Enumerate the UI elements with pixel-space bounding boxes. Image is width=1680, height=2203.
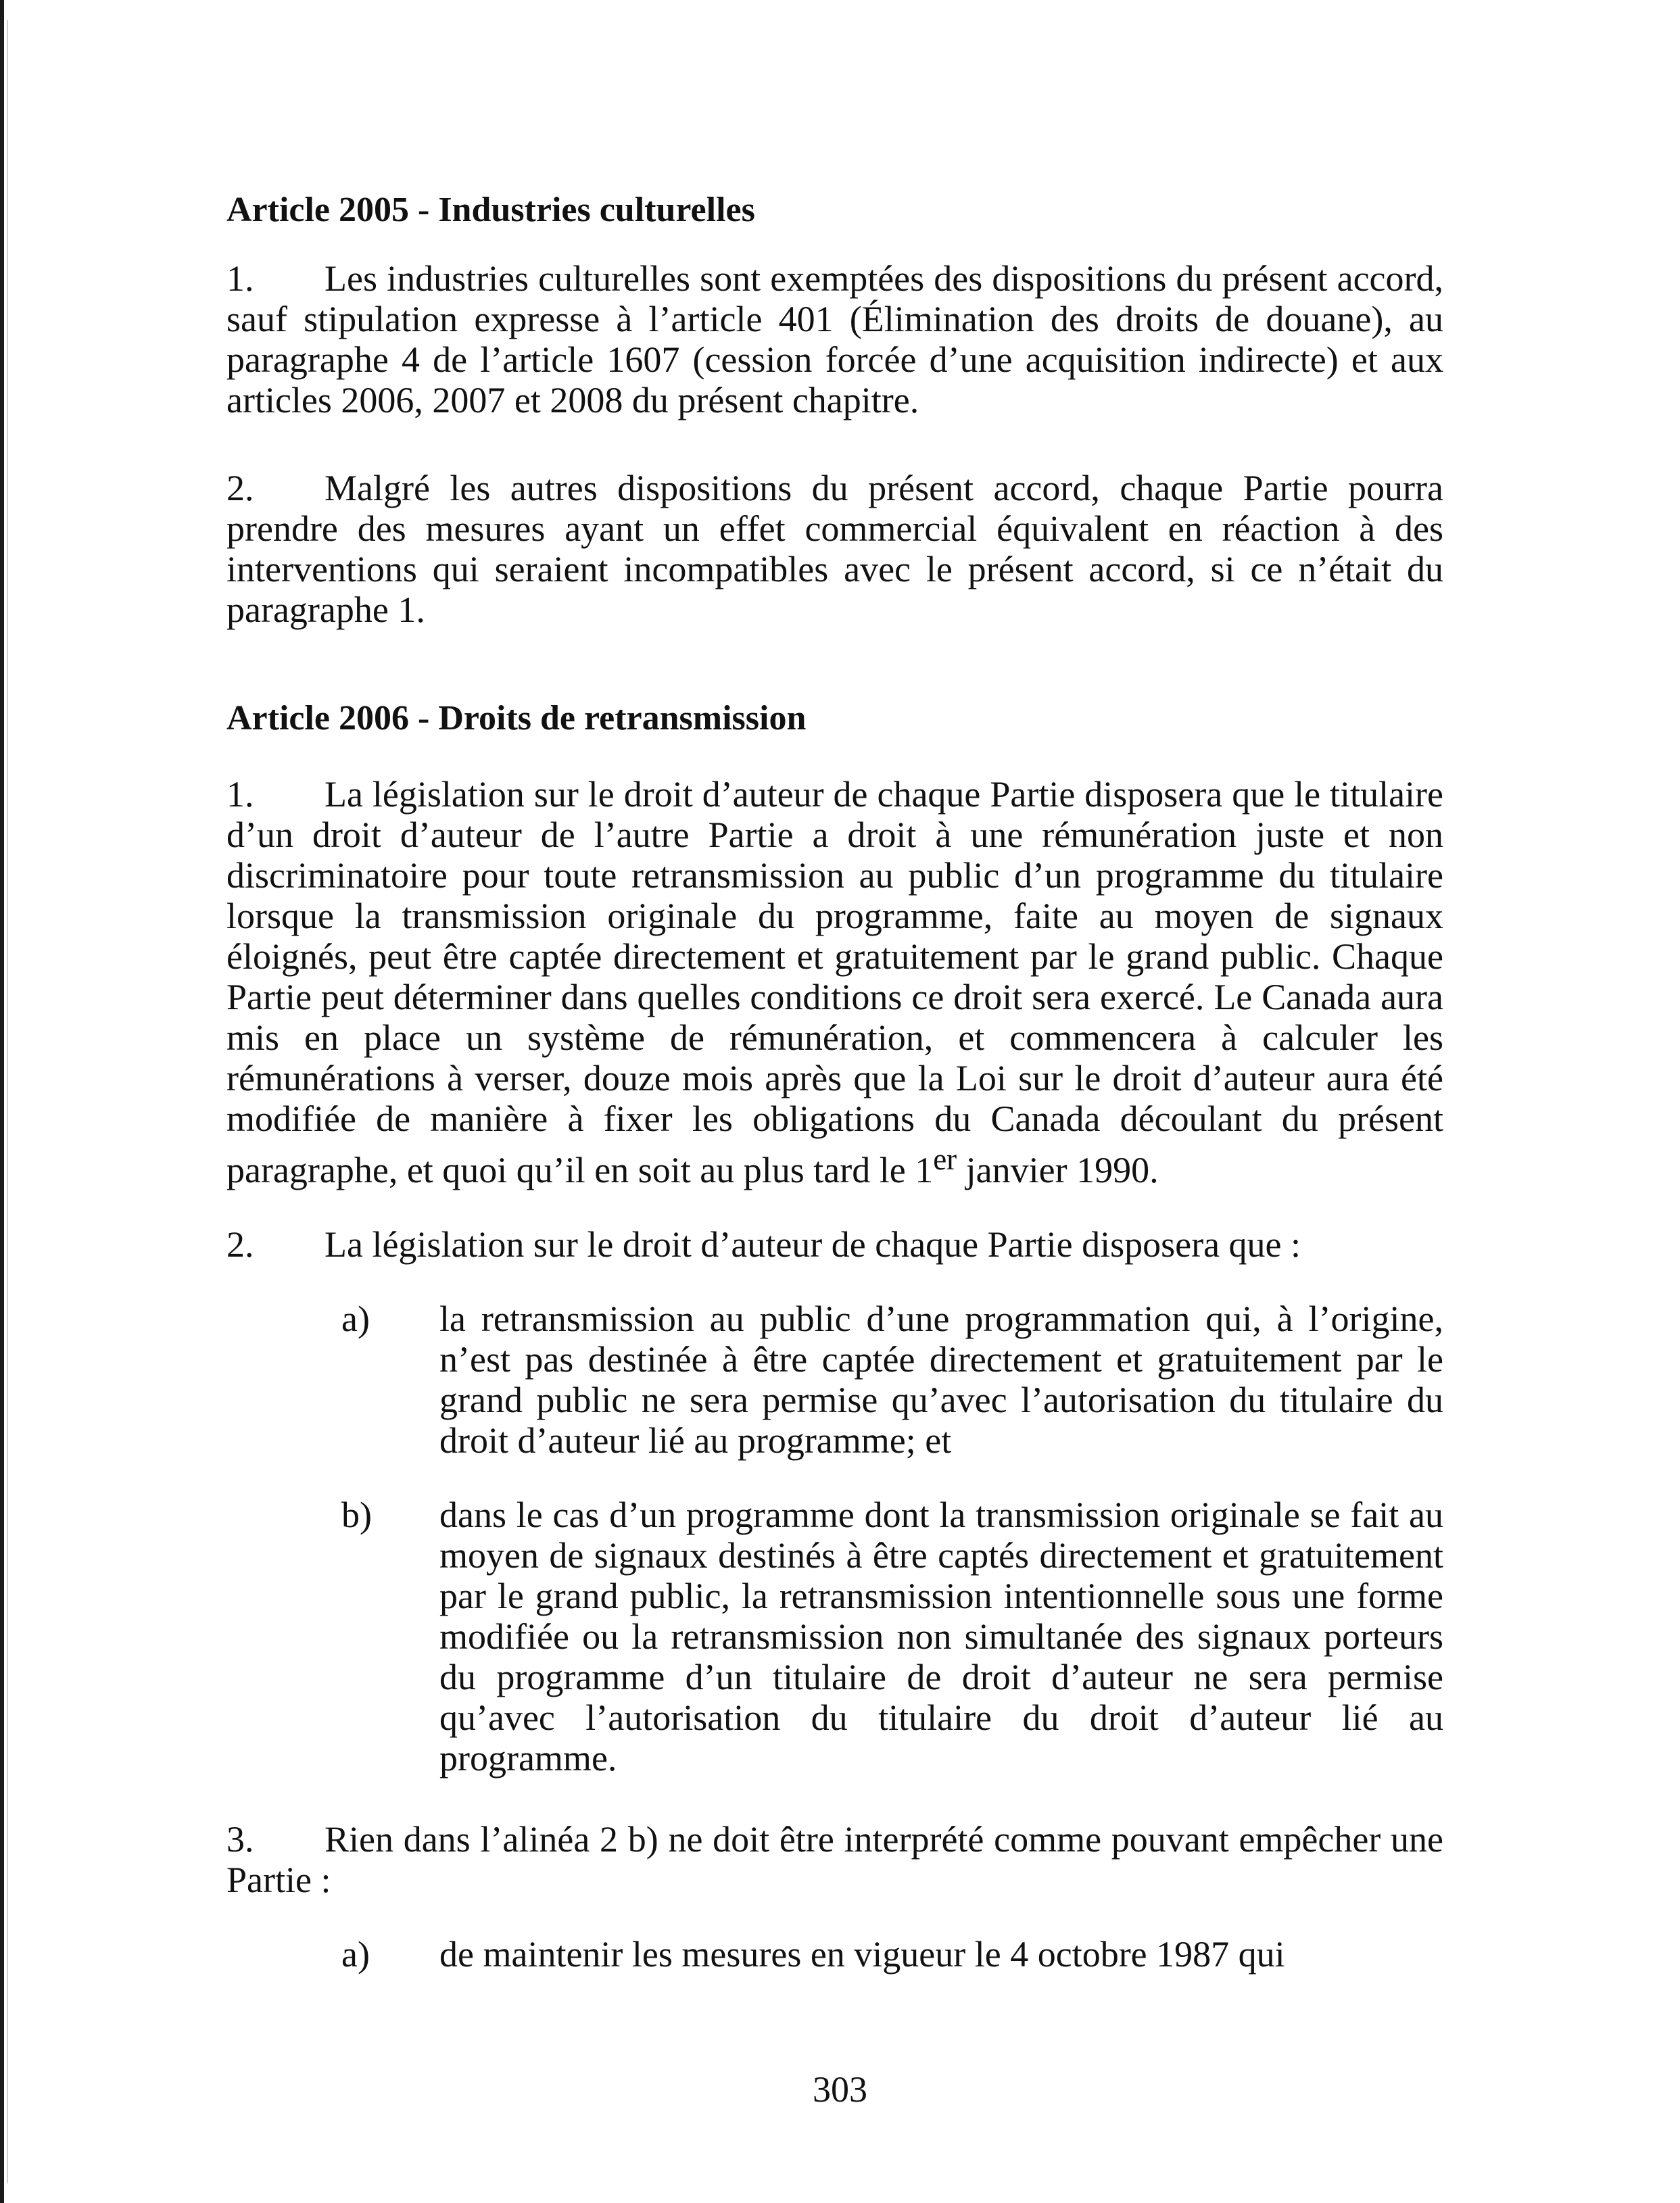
item-letter: a): [341, 1298, 370, 1339]
paragraph-number: 3.: [226, 1818, 254, 1860]
paragraph-text: Les industries culturelles sont exemptées des dispositions du présent accord, sauf stipulation expresse à l’article 401 (Élimination des droits de douane), au paragraphe 4 de l’article 1607 (cession forcée d’une acquisition indirecte) et aux articles 2006, 2007 et 2008 du présent chapitre.: [226, 258, 1443, 421]
item-letter: b): [341, 1494, 372, 1535]
article-2006-paragraph-2-item-a: [341, 1299, 1443, 1461]
paragraph-number: 2.: [226, 1224, 254, 1265]
article-2006-heading: Article 2006 - Droits de retransmission: [226, 699, 807, 738]
page-number: 303: [813, 2069, 867, 2110]
document-body: [226, 189, 1443, 1975]
article-2006-paragraph-1: [226, 774, 1443, 1190]
scan-edge-shadow: [7, 20, 8, 2183]
paragraph-number: 1.: [226, 773, 254, 815]
article-2006-paragraph-2-item-b: [341, 1495, 1443, 1778]
item-text: dans le cas d’un programme dont la transmission originale se fait au moyen de signaux destinés à être captés directement et gratuitement par le grand public, la retransmission intentionnelle sous une forme modifiée ou la retransmission non simultanée des signaux porteurs du programme d’un titulaire de droit d’auteur ne sera permise qu’avec l’autorisation du titulaire du droit d’auteur lié au programme.: [439, 1494, 1443, 1778]
ordinal-superscript: er: [933, 1142, 957, 1176]
paragraph-text: La législation sur le droit d’auteur de chaque Partie disposera que :: [325, 1224, 1301, 1265]
paragraph-text-end: janvier 1990.: [957, 1149, 1159, 1190]
article-2006-paragraph-3: [226, 1819, 1443, 1900]
paragraph-number: 1.: [226, 258, 254, 299]
item-text: la retransmission au public d’une programmation qui, à l’origine, n’est pas destinée à être captée directement et gratuitement par le grand public ne sera permise qu’avec l’autorisation du titulaire du droit d’auteur lié au programme; et: [439, 1298, 1443, 1461]
paragraph-text: Rien dans l’alinéa 2 b) ne doit être interprété comme pouvant empêcher une Partie :: [226, 1818, 1443, 1900]
item-letter: a): [341, 1933, 370, 1975]
item-text: de maintenir les mesures en vigueur le 4 octobre 1987 qui: [439, 1933, 1285, 1975]
article-2005-heading: Article 2005 - Industries culturelles: [226, 191, 755, 229]
paragraph-text: Malgré les autres dispositions du présent accord, chaque Partie pourra prendre des mesures ayant un effet commercial équivalent en réaction à des interventions qui seraient incompatibles avec le présent accord, si ce n’était du paragraphe 1.: [226, 468, 1443, 631]
article-2006-paragraph-2: [226, 1224, 1443, 1265]
page-edge-left: [0, 0, 4, 2203]
article-2005-paragraph-2: [226, 468, 1443, 630]
paragraph-number: 2.: [226, 468, 254, 509]
article-2005-paragraph-1: [226, 258, 1443, 420]
article-2006-paragraph-3-item-a: [341, 1934, 1443, 1975]
paragraph-text: La législation sur le droit d’auteur de chaque Partie disposera que le titulaire d’un droit d’auteur de l’autre Partie a droit à une rémunération juste et non discriminatoire pour toute retransmission au public d’un programme du titulaire lorsque la transmission originale du programme, faite au moyen de signaux éloignés, peut être captée directement et gratuitement par le grand public. Chaque Partie peut déterminer dans quelles conditions ce droit sera exercé. Le Canada aura mis en place un système de rémunération, et commencera à calculer les rémunérations à verser, douze mois après que la Loi sur le droit d’auteur aura été modifiée de manière à fixer les obligations du Canada découlant du présent paragraphe, et quoi qu’il en soit au plus tard le 1: [226, 773, 1443, 1190]
